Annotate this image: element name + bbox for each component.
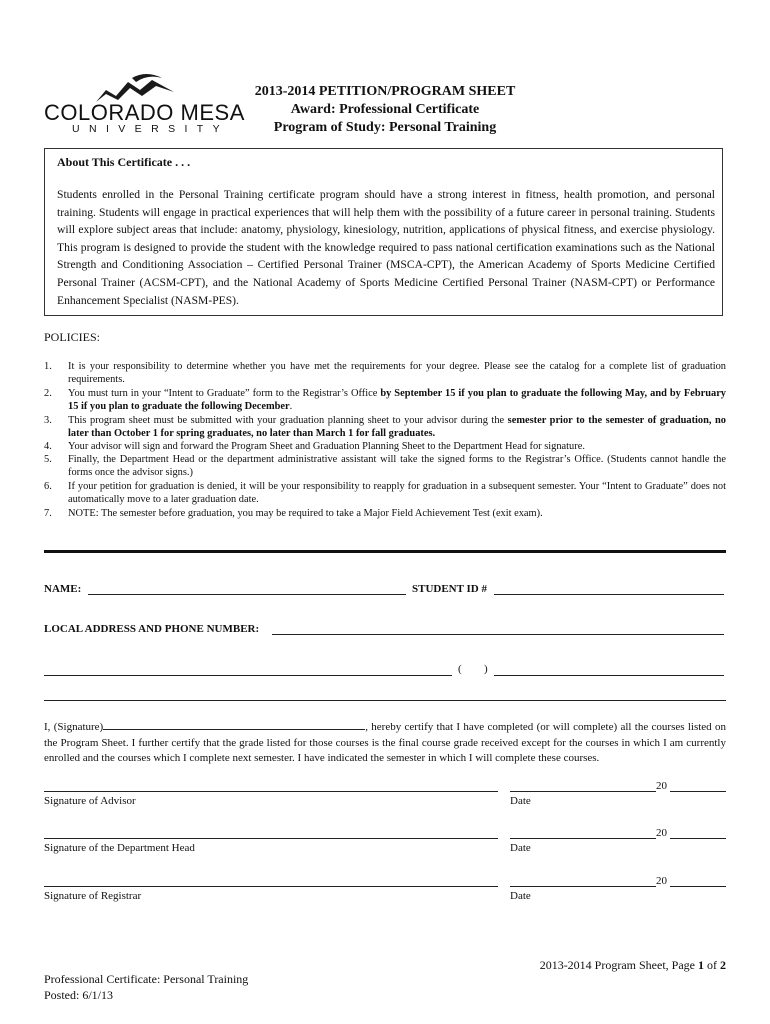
student-id-label: STUDENT ID #: [412, 583, 487, 595]
policies-heading: POLICIES:: [44, 330, 101, 344]
policy-item: [44, 387, 726, 414]
dept-head-date-label: Date: [510, 842, 531, 854]
policy-item: [44, 414, 726, 441]
policy-text: You must turn in your “Intent to Graduate” form to the Registrar’s Office by September 15 if you plan to graduate the following May, and by February 15 if you plan to graduate the following December.: [68, 388, 727, 413]
footer-page-info: 2013-2014 Program Sheet, Page 1 of 2: [539, 958, 726, 972]
phone-close-paren: ): [484, 663, 488, 675]
policy-number: 6.: [44, 481, 52, 492]
policy-number: 3.: [44, 415, 52, 426]
university-name: COLORADO MESA: [44, 100, 245, 125]
footer-posted: Posted: 6/1/13: [44, 988, 114, 1002]
advisor-year-prefix: 20: [656, 780, 667, 792]
sheet-title: 2013-2014 PETITION/PROGRAM SHEET: [254, 84, 516, 99]
dept-head-signature-label: Signature of the Department Head: [44, 842, 195, 854]
address-line-2-field[interactable]: [44, 675, 452, 676]
certification-signature-field[interactable]: [103, 719, 365, 730]
policy-number: 7.: [44, 508, 52, 519]
registrar-date-field[interactable]: [510, 886, 656, 887]
page-number: 1: [698, 958, 704, 972]
policy-text: Your advisor will sign and forward the Program Sheet and Graduation Planning Sheet to the Department Head for signature.: [68, 441, 585, 452]
policy-number: 5.: [44, 454, 52, 465]
policy-text: It is your responsibility to determine whether you have met the requirements for your degree. Please see the catalog for a complete list of graduation requirements.: [68, 361, 726, 386]
policy-text: NOTE: The semester before graduation, you may be required to take a Major Field Achievement Test (exit exam).: [68, 508, 543, 519]
award-title: Award: Professional Certificate: [290, 102, 480, 117]
about-certificate-box: [44, 148, 723, 316]
dept-head-year-field[interactable]: [670, 838, 726, 839]
dept-head-date-field[interactable]: [510, 838, 656, 839]
policy-item: [44, 507, 726, 520]
about-text: Students enrolled in the Personal Training certificate program should have a strong interest in fitness, health promotion, and personal training. Students will engage in practical experiences that will help them with the possibility of a future career in personal training. Students will explore subject areas that include: anatomy, physiology, kinesiology, nutrition, applications of physical fitness, and exercise physiology. This program is designed to provide the student with the knowledge required to pass national certification examinations such as the National Strength and Conditioning Association – Certified Personal Trainer (MSCA-CPT), the American Academy of Sports Medicine Certified Personal Trainer (ACSM-CPT), and the National Academy of Sports Medicine Certified Personal Trainer (NASM-CPT) or Performance Enhancement Specialist (NASM-PES).: [57, 188, 715, 307]
address-field[interactable]: [272, 634, 724, 635]
dept-head-year-prefix: 20: [656, 827, 667, 839]
advisor-signature-field[interactable]: [44, 791, 498, 792]
student-id-field[interactable]: [494, 594, 724, 595]
registrar-year-field[interactable]: [670, 886, 726, 887]
policy-item: [44, 453, 726, 480]
about-heading: About This Certificate . . .: [57, 155, 191, 169]
policy-text: This program sheet must be submitted with your graduation planning sheet to your advisor during the semester prior to the semester of graduation, no later than October 1 for spring graduates, no later than March 1 for fall graduates.: [68, 415, 726, 440]
policy-number: 1.: [44, 361, 52, 372]
policy-text: If your petition for graduation is denied, it will be your responsibility to reapply for graduation in a subsequent semester. Your “Intent to Graduate” does not automatically move to a later graduation date.: [68, 481, 726, 506]
footer-program: Professional Certificate: Personal Training: [44, 972, 249, 986]
phone-open-paren: (: [458, 663, 462, 675]
policy-number: 4.: [44, 441, 52, 452]
name-label: NAME:: [44, 583, 82, 595]
advisor-date-field[interactable]: [510, 791, 656, 792]
policy-text: Finally, the Department Head or the department administrative assistant will take the signed forms to the Registrar’s Office. (Students cannot handle the forms once the advisor signs.): [68, 454, 726, 479]
dept-head-signature-field[interactable]: [44, 838, 498, 839]
section-divider: [44, 550, 726, 553]
registrar-signature-field[interactable]: [44, 886, 498, 887]
policy-number: 2.: [44, 388, 52, 399]
certification-statement: I, (Signature) , hereby certify that I have completed (or will complete) all the courses listed on the Program Sheet. I further certify that the grade listed for those courses is the final course grade received except for the courses in which I am currently enrolled and the courses which I complete next semester. I have indicated the semester in which I will complete these courses.: [44, 721, 726, 764]
program-title: Program of Study: Personal Training: [273, 120, 497, 135]
form-divider: [44, 700, 726, 701]
registrar-signature-label: Signature of Registrar: [44, 890, 142, 902]
advisor-date-label: Date: [510, 795, 531, 807]
policy-item: [44, 480, 726, 507]
policy-item: [44, 440, 726, 453]
registrar-year-prefix: 20: [656, 875, 667, 887]
registrar-date-label: Date: [510, 890, 531, 902]
name-field[interactable]: [88, 594, 406, 595]
address-label: LOCAL ADDRESS AND PHONE NUMBER:: [44, 623, 260, 635]
phone-field[interactable]: [494, 675, 724, 676]
advisor-year-field[interactable]: [670, 791, 726, 792]
policy-item: [44, 360, 726, 387]
advisor-signature-label: Signature of Advisor: [44, 795, 136, 807]
university-subtitle: UNIVERSITY: [72, 123, 230, 135]
page-total: 2: [720, 958, 726, 972]
